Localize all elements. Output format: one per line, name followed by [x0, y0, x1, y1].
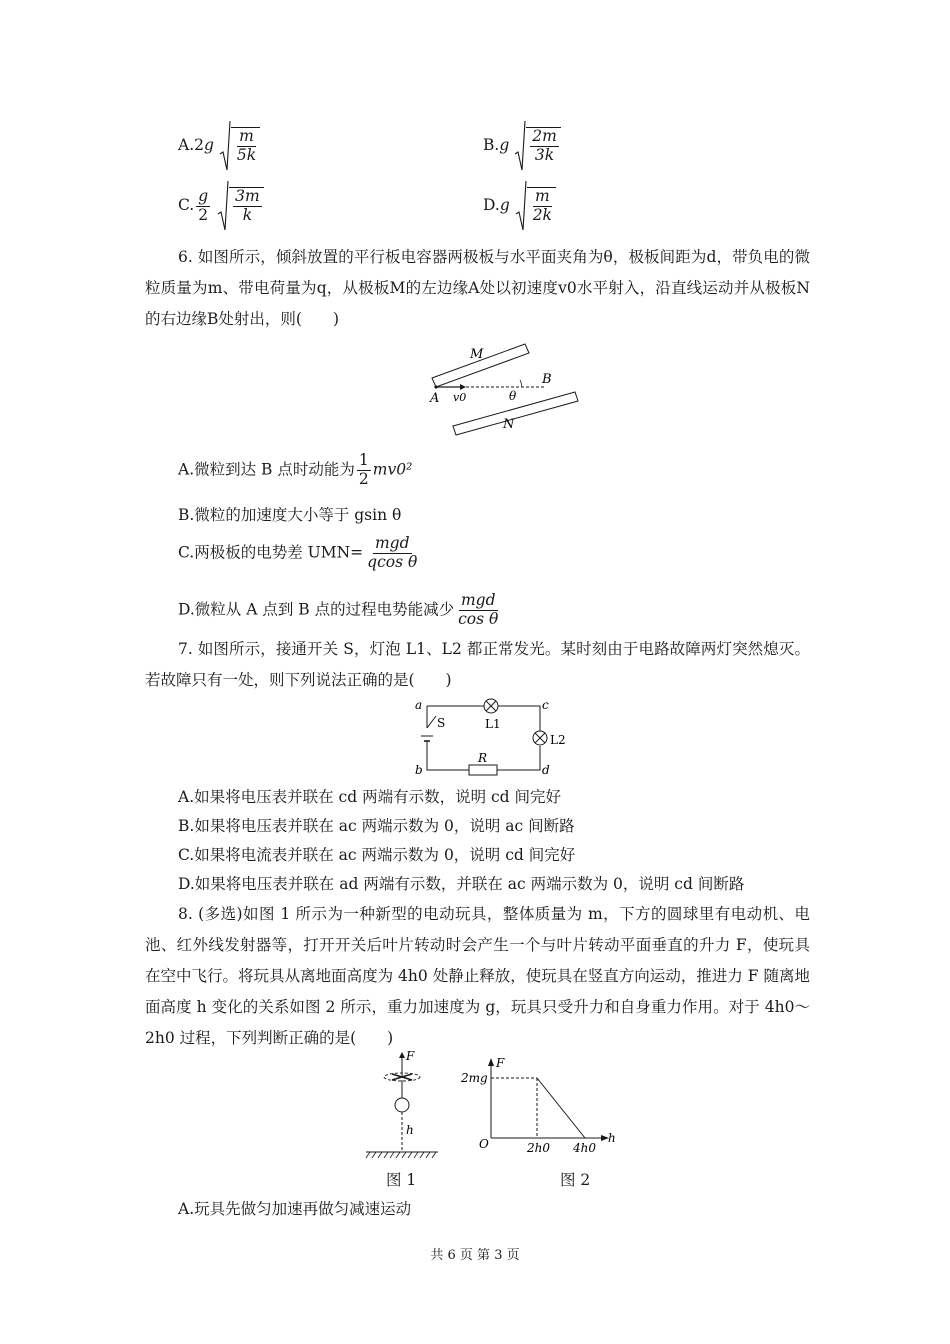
sqrt-sign — [217, 180, 229, 232]
toy-ball — [395, 1098, 409, 1112]
lamp-l1 — [484, 699, 498, 713]
label-f: F — [496, 1056, 505, 1070]
label-c: c — [542, 698, 549, 712]
q5-option-c: C. $\frac{g}{2}$ $\frac{3m}{k}$ — [178, 180, 264, 232]
sqrt-sign — [515, 180, 527, 232]
label-v0: v0 — [453, 391, 467, 404]
label-theta: θ — [509, 389, 517, 403]
label-m: M — [470, 347, 484, 362]
q6-stem: 6. 如图所示，倾斜放置的平行板电容器两极板与水平面夹角为θ，极板间距为d，带负电的微粒质量为m、带电荷量为q，从极板M的左边缘A处以初速度v0水平射入，沿直线运动并从极板N的右边缘B处射出，则( ) — [145, 248, 810, 328]
label-a: A — [430, 391, 440, 406]
q6-option-b: B.微粒的加速度大小等于 gsin θ — [178, 506, 402, 524]
q6-option-a: A.微粒到达 B 点时动能为 $\frac{1}{2}$ mv0² — [178, 451, 413, 488]
q5-option-d: D.g $\frac{m}{2k}$ — [483, 180, 556, 232]
force-line — [537, 1078, 585, 1138]
label-n: N — [503, 417, 515, 432]
q6-option-c: C.两极板的电势差 UMN= $\frac{\text{mgd}}{\text{qcos θ}}$ — [178, 534, 418, 571]
q6-capacitor-figure — [420, 340, 590, 440]
label-d: d — [542, 763, 550, 777]
resistor-r — [469, 765, 497, 775]
sqrt-sign — [219, 120, 231, 172]
fig1-caption: 图 1 — [386, 1171, 417, 1189]
q5-option-b: B.g $\frac{2m}{3k}$ — [483, 120, 561, 172]
q8-stem: 8. (多选)如图 1 所示为一种新型的电动玩具，整体质量为 m，下方的圆球里有电动机、电池、红外线发射器等，打开开关后叶片转动时会产生一个与叶片转动平面垂直的升力 F，使玩具在空中飞行。将玩具从离地面高度为 4h0 处静止释放，使玩具在竖直方向运动，推进力 F 随离地面高度 h 变化的关系如图 2 所示，重力加速度为 g，玩具只受升力和自身重力作用。对于 4h0～2h0 过程，下列判断正确的是( ) — [145, 905, 810, 1047]
q7-option-d: D.如果将电压表并联在 ad 两端有示数，并联在 ac 两端示数为 0，说明 cd 间断路 — [178, 875, 745, 893]
label-r: R — [478, 751, 488, 765]
q7-option-a: A.如果将电压表并联在 cd 两端有示数，说明 cd 间完好 — [178, 788, 562, 806]
q8-figure-2 — [455, 1052, 625, 1157]
label-s: S — [437, 716, 446, 730]
q5-option-a: A.2g $\frac{m}{5k}$ — [178, 120, 260, 172]
tick-2h0: 2h0 — [527, 1141, 550, 1155]
q7-option-c: C.如果将电流表并联在 ac 两端示数为 0，说明 cd 间完好 — [178, 846, 576, 864]
label-f: F — [406, 1050, 415, 1063]
q7-stem: 7. 如图所示，接通开关 S，灯泡 L1、L2 都正常发光。某时刻由于电路故障两灯突然熄灭。若故障只有一处，则下列说法正确的是( ) — [145, 640, 810, 689]
q8-option-a: A.玩具先做匀加速再做匀减速运动 — [178, 1200, 412, 1218]
label-b: B — [542, 372, 552, 387]
fig2-caption: 图 2 — [560, 1171, 591, 1189]
q7-circuit-figure — [405, 694, 580, 780]
tick-4h0: 4h0 — [573, 1141, 596, 1155]
label-l1: L1 — [485, 717, 501, 731]
label-a: a — [415, 698, 423, 712]
label-h: h — [406, 1123, 414, 1137]
switch-s — [427, 716, 436, 728]
sqrt-sign — [514, 120, 526, 172]
tick-2mg: 2mg — [461, 1071, 488, 1085]
q7-option-b: B.如果将电压表并联在 ac 两端示数为 0，说明 ac 间断路 — [178, 817, 575, 835]
q8-figure-1 — [362, 1050, 442, 1165]
label-l2: L2 — [550, 733, 566, 747]
label-origin: O — [479, 1137, 489, 1151]
page-footer: 共 6 页 第 3 页 — [430, 1248, 520, 1263]
label-h: h — [608, 1131, 616, 1145]
label-b: b — [415, 763, 423, 777]
lamp-l2 — [533, 731, 547, 745]
q6-option-d: D.微粒从 A 点到 B 点的过程电势能减少 $\frac{\text{mgd}}{\text{cos θ}}$ — [178, 591, 499, 628]
